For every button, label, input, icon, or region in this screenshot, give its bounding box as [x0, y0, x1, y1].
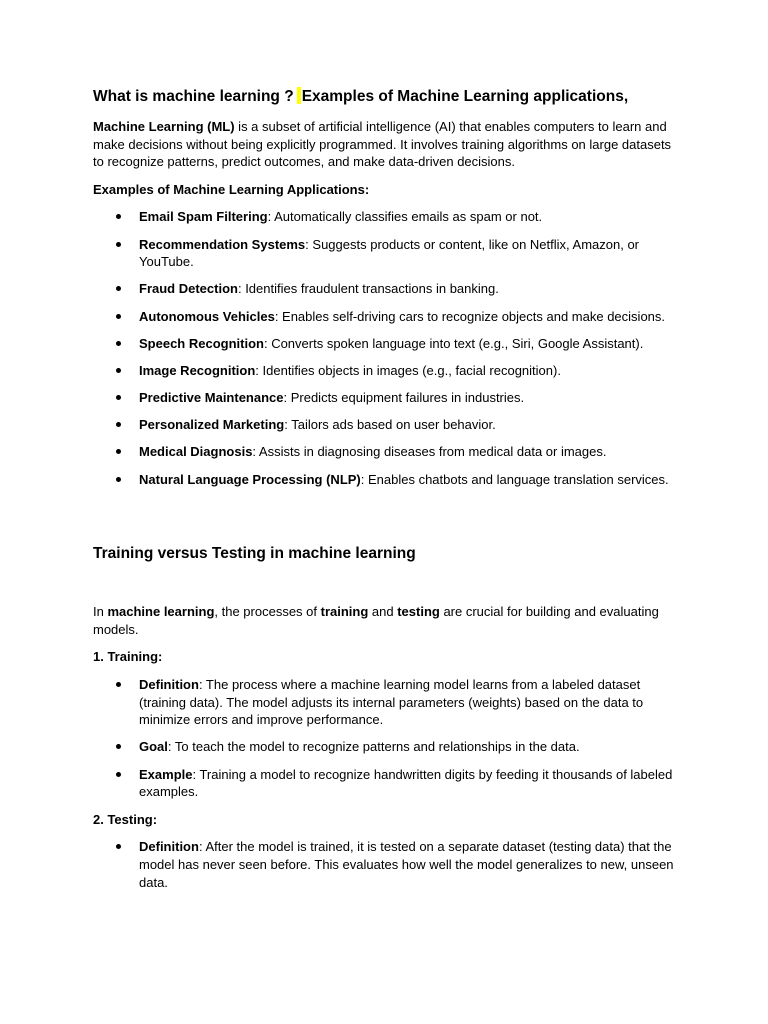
list-item: [93, 280, 683, 298]
text-highlight-mark: [297, 87, 301, 104]
intro-text: In: [93, 604, 108, 620]
item-term: Medical Diagnosis: [139, 444, 253, 460]
list-item: [93, 236, 683, 271]
section1-title-part1: What is machine learning ?: [93, 88, 294, 105]
section2-intro: [93, 603, 683, 638]
item-term: Definition: [139, 677, 199, 693]
list-item: [93, 416, 683, 434]
intro-bold-term: Machine Learning (ML): [93, 119, 235, 134]
document-content: [93, 86, 683, 901]
item-term: Predictive Maintenance: [139, 390, 284, 406]
item-desc: : Enables chatbots and language translation services.: [360, 471, 669, 487]
item-term: Fraud Detection: [139, 281, 238, 297]
item-desc: : Training a model to recognize handwritten digits by feeding it thousands of labeled examples.: [139, 766, 673, 800]
intro-text: , the processes of: [214, 604, 321, 620]
list-item: [93, 362, 683, 380]
intro-text: and: [368, 604, 398, 620]
testing-heading: 2. Testing:: [93, 811, 158, 827]
item-desc: : Converts spoken language into text (e.g., Siri, Google Assistant).: [263, 335, 644, 351]
item-term: Natural Language Processing (NLP): [139, 471, 361, 487]
list-item: [93, 335, 683, 353]
examples-heading: Examples of Machine Learning Applications:: [93, 181, 370, 197]
item-desc: : Predicts equipment failures in industries.: [283, 390, 525, 406]
examples-list: [93, 208, 683, 488]
intro-bold-term: testing: [397, 604, 440, 620]
intro-text: are crucial for building and evaluating models.: [93, 604, 659, 637]
item-desc: : After the model is trained, it is tested on a separate dataset (testing data) that the model has never seen before. This evaluates how well the model generalizes to new, unseen data.: [139, 839, 674, 890]
intro-bold-term: machine learning: [107, 604, 215, 620]
list-item: [93, 471, 683, 489]
list-item: [93, 676, 683, 729]
list-item: [93, 766, 683, 801]
item-term: Speech Recognition: [139, 335, 264, 351]
item-term: Autonomous Vehicles: [139, 308, 275, 324]
item-desc: : Identifies objects in images (e.g., facial recognition).: [255, 362, 561, 378]
item-term: Goal: [139, 739, 168, 755]
item-term: Definition: [139, 839, 199, 855]
section1-title: [93, 86, 683, 108]
item-term: Example: [139, 766, 193, 782]
list-item: [93, 208, 683, 226]
item-desc: : The process where a machine learning model learns from a labeled dataset (training data). The model adjusts its internal parameters (weights) based on the data to minimize errors and improve performance.: [139, 677, 644, 728]
item-desc: : Tailors ads based on user behavior.: [284, 417, 496, 433]
section1-title-part2: Examples of Machine Learning applications,: [301, 88, 629, 105]
section2-title: Training versus Testing in machine learning: [93, 545, 416, 563]
section1-intro: [93, 118, 683, 171]
item-desc: : Identifies fraudulent transactions in banking.: [237, 281, 499, 297]
item-term: Email Spam Filtering: [139, 209, 268, 225]
item-desc: : Enables self-driving cars to recognize objects and make decisions.: [274, 308, 666, 324]
intro-text: is a subset of artificial intelligence (AI) that enables computers to learn and make decisions without being explicitly programmed. It involves training algorithms on large datasets to recognize patterns, predict outcomes, and make data-driven decisions.: [93, 119, 672, 170]
list-item: [93, 443, 683, 461]
item-term: Personalized Marketing: [139, 417, 285, 433]
list-item: [93, 838, 683, 891]
training-heading: 1. Training:: [93, 649, 163, 665]
item-term: Image Recognition: [139, 362, 256, 378]
list-item: [93, 308, 683, 326]
list-item: [93, 738, 683, 756]
training-list: [93, 676, 683, 801]
item-desc: : To teach the model to recognize patterns and relationships in the data.: [167, 739, 580, 755]
item-desc: : Automatically classifies emails as spam or not.: [267, 209, 543, 225]
item-desc: : Assists in diagnosing diseases from medical data or images.: [252, 444, 607, 460]
intro-bold-term: training: [320, 604, 369, 620]
testing-list: [93, 838, 683, 891]
item-desc: : Suggests products or content, like on Netflix, Amazon, or YouTube.: [139, 236, 640, 270]
list-item: [93, 389, 683, 407]
item-term: Recommendation Systems: [139, 236, 306, 252]
